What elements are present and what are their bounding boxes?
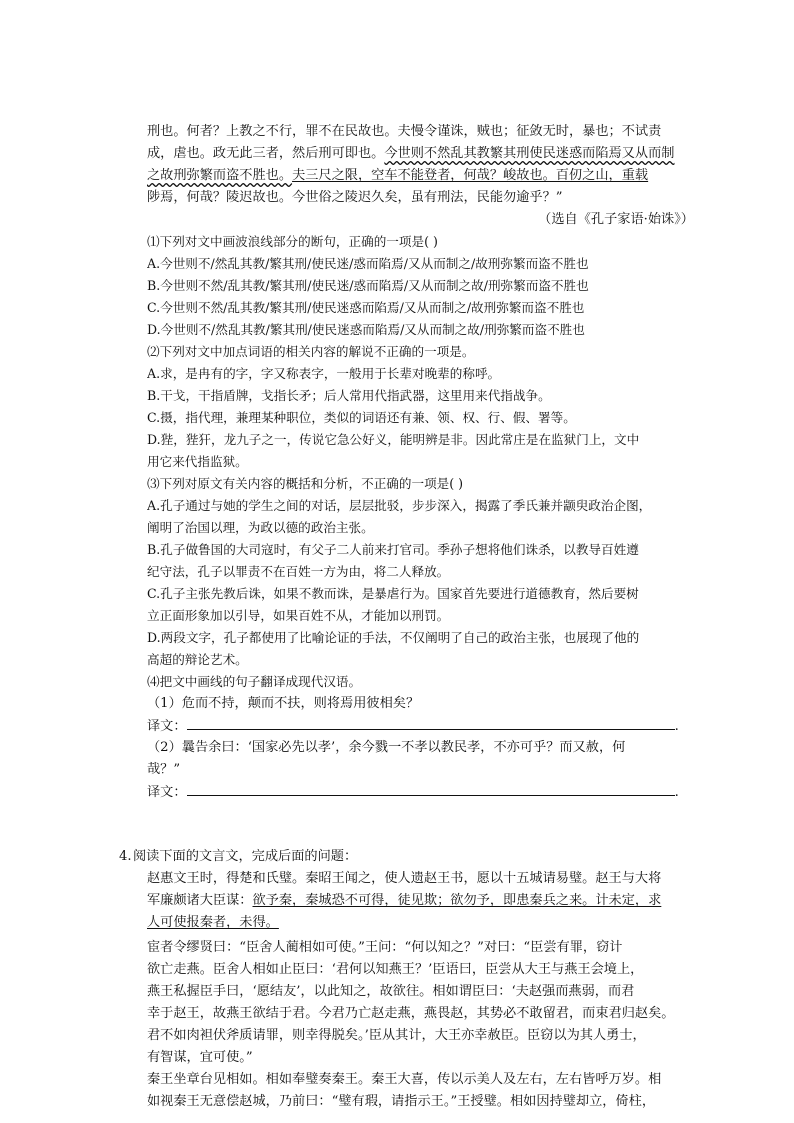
option-c: C.今世则不然/乱其教/繁其刑/使民迷惑而陷焉/又从而制之/故刑弥繁而盗不胜也 <box>147 300 585 315</box>
underlined-sentence: 今世则不然乱其教繁其刑使民迷惑而陷焉又从而制 <box>384 146 675 161</box>
translation-sentence-2-cont: 哉？” <box>147 762 181 777</box>
option-line: B.干戈，干指盾牌，戈指长矛；后人常用代指武器，这里用来代指战争。 <box>147 388 551 403</box>
option-line: 阐明了治国以理，为政以德的政治主张。 <box>147 520 374 535</box>
passage-line: 宦者令缪贤曰：“臣舍人蔺相如可使。”王问：“何以知之？”对曰：“臣尝有罪，窃计 <box>147 940 623 955</box>
passage-line: 之故刑弥繁而盗不胜也。夫三尺之限，空车不能登者，何哉？峻故也。百仞之山，重载 <box>147 168 649 183</box>
option-a: A.今世则不/然乱其教/繁其刑/使民迷/惑而陷焉/又从而制之/故刑弥繁而盗不胜也 <box>147 256 589 271</box>
option-line: D.两段文字，孔子都使用了比喻论证的手法，不仅阐明了自己的政治主张，也展现了他的 <box>147 630 640 645</box>
option-line: 高超的辩论艺术。 <box>147 652 248 667</box>
option-d: D.今世则不/然乱其教/繁其刑/使民迷惑而陷焉/又从而制之故/刑弥繁而盗不胜也 <box>147 322 585 337</box>
option-line: A.求，是冉有的字，字又称表字，一般用于长辈对晚辈的称呼。 <box>147 366 501 381</box>
passage-line <box>147 912 687 934</box>
section-stem: 阅读下面的文言文，完成后面的问题： <box>133 849 358 864</box>
question-2-stem: ⑵下列对文中加点词语的相关内容的解说不正确的一项是。 <box>147 344 475 359</box>
passage-line: 赵惠文王时，得楚和氏璧。秦昭王闻之，使人遗赵王书，愿以十五城请易璧。赵王与大将 <box>147 871 662 886</box>
translation-sentence-2: （2）曩告余曰：‘国家必先以孝’，余今戮一不孝以教民孝，不亦可乎？而又赦，何 <box>147 740 626 755</box>
answer-blank[interactable] <box>187 715 675 730</box>
answer-line-1: 译文： . <box>147 715 687 737</box>
option-line: B.孔子做鲁国的大司寇时，有父子二人前来打官司。季孙子想将他们诛杀，以教导百姓遵 <box>147 542 639 557</box>
passage-line: 如视秦王无意偿赵城，乃前曰：“璧有瑕，请指示王。”王授璧。相如因持璧却立，倚柱， <box>147 1094 656 1109</box>
answer-line-2: 译文： . <box>147 781 687 803</box>
passage-line: 欲亡走燕。臣舍人相如止臣曰：‘君何以知燕王？’臣语曰，臣尝从大王与燕王会境上， <box>147 962 644 977</box>
option-b: B.今世则不然/乱其教/繁其刑/使民迷/惑而陷焉/又从而制之故/刑弥繁而盗不胜也 <box>147 278 589 293</box>
passage-line: 秦王坐章台见相如。相如奉璧奏秦王。秦王大喜，传以示美人及左右，左右皆呼万岁。相 <box>147 1072 662 1087</box>
passage-line: 君不如肉袒伏斧质请罪，则幸得脱矣。’臣从其计，大王亦幸赦臣。臣窃以为其人勇士， <box>147 1028 646 1043</box>
source-citation: （选自《孔子家语·始诛》） <box>538 212 694 227</box>
passage-line: 燕王私握臣手曰，‘愿结友’，以此知之，故欲往。相如谓臣曰：‘夫赵强而燕弱，而君 <box>147 984 635 999</box>
option-line: 立正面形象加以引导，如果百姓不从，才能加以刑罚。 <box>147 608 450 623</box>
underlined-sentence: 人可使报秦者，未得。 <box>147 915 279 930</box>
option-line: C.摄，指代理，兼理某种职位，类似的词语还有兼、领、权、行、假、署等。 <box>147 410 576 425</box>
option-line: D.狴，狴犴，龙九子之一，传说它急公好义，能明辨是非。因此常庄是在监狱门上，文中 <box>147 432 640 447</box>
option-line: A.孔子通过与她的学生之间的对话，层层批驳，步步深入，揭露了季氏兼并颛臾政治企图， <box>147 498 652 513</box>
underlined-sentence: 夫三尺之限，空车不能登者，何哉？峻故也。百仞之山，重载 <box>292 168 649 183</box>
section-number: 4. <box>119 849 132 864</box>
passage-line: 陟焉，何哉？陵迟故也。今世俗之陵迟久矣，虽有刑法，民能勿逾乎？” <box>147 190 563 205</box>
passage-line: 成，虐也。政无此三者，然后刑可即也。今世则不然乱其教繁其刑使民迷惑而陷焉又从而制 <box>147 146 675 161</box>
question-3-stem: ⑶下列对原文有关内容的概括和分析，不正确的一项是( ) <box>147 476 464 491</box>
option-line: C.孔子主张先教后诛，如果不教而诛，是暴虐行为。国家首先要进行道德教育，然后要树 <box>147 586 639 601</box>
answer-blank[interactable] <box>187 781 675 796</box>
question-1-stem: ⑴下列对文中画波浪线部分的断句，正确的一项是( ) <box>147 234 438 249</box>
passage-line: 军廉颇诸大臣谋：欲予秦，秦城恐不可得，徒见欺；欲勿予，即患秦兵之来。计未定，求 <box>147 893 662 908</box>
question-4-stem: ⑷把文中画线的句子翻译成现代汉语。 <box>147 674 362 689</box>
translation-sentence-1: （1）危而不持，颠而不扶，则将焉用彼相矣？ <box>147 696 420 711</box>
passage-line: 刑也。何者？上教之不行，罪不在民故也。夫慢令谨诛，贼也；征敛无时，暴也；不试责 <box>147 124 662 139</box>
option-line: 纪守法，孔子以罪责不在百姓一方为由，将二人释放。 <box>147 564 450 579</box>
option-line: 用它来代指监狱。 <box>147 454 248 469</box>
underlined-sentence: 欲予秦，秦城恐不可得，徒见欺；欲勿予，即患秦兵之来。计未定，求 <box>252 893 662 908</box>
passage-line: 有智谋，宜可使。” <box>147 1050 253 1065</box>
passage-line: 幸于赵王，故燕王欲结于君。今君乃亡赵走燕，燕畏赵，其势必不敢留君，而束君归赵矣。 <box>147 1006 675 1021</box>
